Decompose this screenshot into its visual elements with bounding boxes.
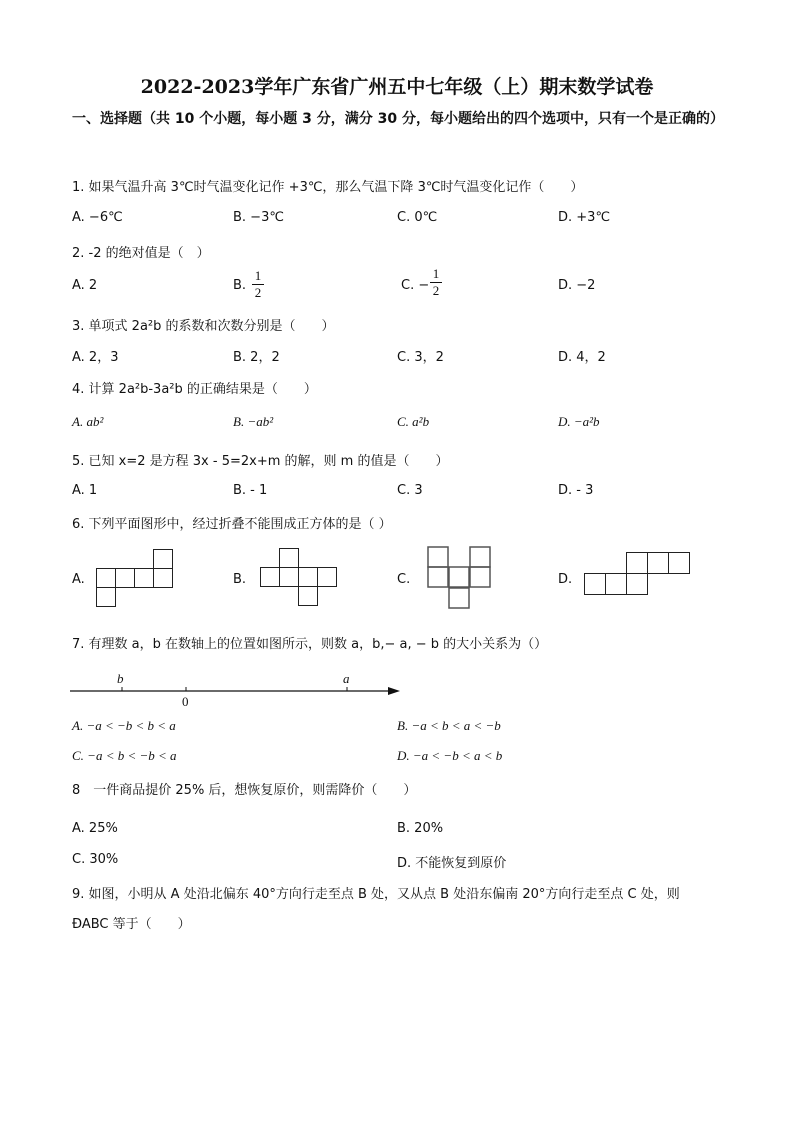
q4-option-c: C. a²b xyxy=(397,414,430,429)
question-8-stem: 8 一件商品提价 25% 后，想恢复原价，则需降价（ ） xyxy=(72,783,417,798)
question-7-stem: 7. 有理数 a，b 在数轴上的位置如图所示，则数 a，b,− a, − b 的大小关系为（） xyxy=(72,637,548,652)
question-2-stem: 2. -2 的绝对值是（ ） xyxy=(72,246,210,261)
q6-option-c: C. xyxy=(397,572,411,587)
q1-option-c: C. 0℃ xyxy=(397,210,438,225)
q7-option-c: C. −a < b < −b < a xyxy=(72,748,177,763)
q4-option-d: D. −a²b xyxy=(558,414,600,429)
question-6-stem: 6. 下列平面图形中，经过折叠不能围成正方体的是（ ） xyxy=(72,517,392,532)
question-5-stem: 5. 已知 x=2 是方程 3x - 5=2x+m 的解，则 m 的值是（ ） xyxy=(72,454,449,469)
q4-option-a: A. ab² xyxy=(72,414,104,429)
question-9-stem-line2: ÐABC 等于（ ） xyxy=(72,917,191,932)
q2-option-c: C. − xyxy=(401,278,430,293)
q7-option-d: D. −a < −b < a < b xyxy=(397,748,503,763)
page-title: 2022-2023学年广东省广州五中七年级（上）期末数学试卷 xyxy=(140,76,654,98)
q1-option-b: B. −3℃ xyxy=(233,210,284,225)
q2-fraction-b xyxy=(252,268,264,301)
axis-label-b: b xyxy=(117,671,124,686)
q7-option-a: A. −a < −b < b < a xyxy=(72,718,176,733)
fraction-denominator: 2 xyxy=(254,285,262,300)
q3-option-c: C. 3，2 xyxy=(397,350,444,365)
axis-arrow-icon xyxy=(388,687,400,695)
fraction-numerator: 1 xyxy=(254,268,262,283)
q8-option-d: D. 不能恢复到原价 xyxy=(397,856,507,871)
fraction-numerator: 1 xyxy=(432,266,440,281)
section-heading: 一、选择题（共 10 个小题，每小题 3 分，满分 30 分，每小题给出的四个选项中，只有一个是正确的） xyxy=(72,111,724,127)
q8-option-b: B. 20% xyxy=(397,821,444,836)
q6-option-d: D. xyxy=(558,572,573,587)
q2-option-a: A. 2 xyxy=(72,278,98,293)
q5-option-d: D. - 3 xyxy=(558,483,594,498)
q6-option-a: A. xyxy=(72,572,85,587)
q4-option-b: B. −ab² xyxy=(233,414,274,429)
q2-option-d: D. −2 xyxy=(558,278,596,293)
q5-option-a: A. 1 xyxy=(72,483,98,498)
q6-option-b: B. xyxy=(233,572,247,587)
q3-option-d: D. 4，2 xyxy=(558,350,606,365)
q5-option-b: B. - 1 xyxy=(233,483,268,498)
q2-fraction-c xyxy=(430,266,442,299)
cube-net-d xyxy=(584,552,692,596)
fraction-denominator: 2 xyxy=(432,283,440,298)
question-3-stem: 3. 单项式 2a²b 的系数和次数分别是（ ） xyxy=(72,319,335,334)
axis-label-a: a xyxy=(343,671,350,686)
question-9-stem: 9. 如图，小明从 A 处沿北偏东 40°方向行走至点 B 处，又从点 B 处沿东偏南 20°方向行走至点 C 处，则 xyxy=(72,887,680,902)
q8-option-a: A. 25% xyxy=(72,821,118,836)
q1-option-a: A. −6℃ xyxy=(72,210,123,225)
q8-option-c: C. 30% xyxy=(72,852,119,867)
question-1-stem: 1. 如果气温升高 3℃时气温变化记作 +3℃，那么气温下降 3℃时气温变化记作（ ） xyxy=(72,180,584,195)
q3-option-b: B. 2，2 xyxy=(233,350,280,365)
cube-net-b xyxy=(260,548,342,608)
axis-label-zero: 0 xyxy=(182,694,189,709)
cube-net-c xyxy=(427,546,493,612)
q3-option-a: A. 2，3 xyxy=(72,350,119,365)
question-4-stem: 4. 计算 2a²b-3a²b 的正确结果是（ ） xyxy=(72,382,317,397)
q1-option-d: D. +3℃ xyxy=(558,210,611,225)
q5-option-c: C. 3 xyxy=(397,483,423,498)
q7-option-b: B. −a < b < a < −b xyxy=(397,718,501,733)
q2-option-b: B. xyxy=(233,278,247,293)
cube-net-a xyxy=(96,549,178,609)
